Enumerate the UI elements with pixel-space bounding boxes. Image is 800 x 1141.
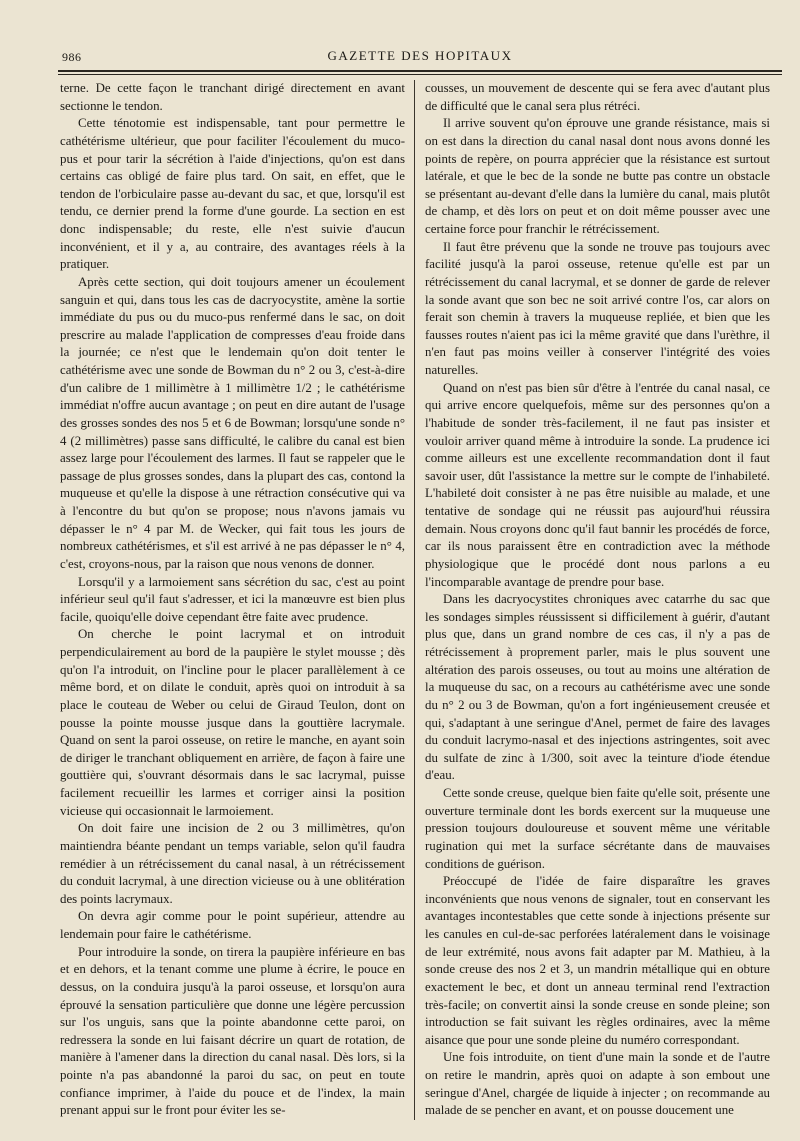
paragraph: Une fois introduite, on tient d'une main la sonde et de l'autre on retire le mandrin, après quoi on adapte à son embout une seringue d'Anel, chargée de liquide à injecter ; on recommande au malade de se pencher en avant, et on pousse doucement une	[425, 1050, 770, 1118]
paragraph: On doit faire une incision de 2 ou 3 millimètres, qu'on maintiendra béante pendant un temps variable, selon qu'il faudra remédier à un rétrécissement du canal nasal, à un rétrécissement du conduit lacrymal, à une direction vicieuse ou à une oblitération des points lacrymaux.	[60, 821, 405, 906]
paragraph: Cette sonde creuse, quelque bien faite qu'elle soit, présente une ouverture terminale dont les bords exercent sur la muqueuse une pression toujours douloureuse et souvent même une véritable rugination qui met la surface sécrétante dans de mauvaises conditions de guérison.	[425, 786, 770, 871]
paragraph: Cette ténotomie est indispensable, tant pour permettre le cathétérisme ultérieur, que pour faciliter l'écoulement du muco-pus et pour tarir la sécrétion à l'aide d'injections, qu'on est dans certains cas obligé de faire plus tard. On sait, en effet, que le tendon de l'orbiculaire passe au-devant du sac, et que, lorsqu'il est tendu, ce dernier prend la forme d'une gourde. La section en est donc indispensable; du reste, elle n'est suivie d'aucun inconvénient, et il y a, au contraire, des avantages réels à la pratiquer.	[60, 116, 405, 272]
header-rule	[58, 70, 782, 72]
paragraph: Lorsqu'il y a larmoiement sans sécrétion du sac, c'est au point inférieur seul qu'il faut s'adresser, et ici la manœuvre est bien plus facile, quoiqu'elle doive cependant être faite avec prudence.	[60, 574, 405, 624]
journal-title: GAZETTE DES HOPITAUX	[327, 48, 513, 63]
paragraph: Il faut être prévenu que la sonde ne trouve pas toujours avec facilité jusqu'à la paroi osseuse, retenue qu'elle est par un rétrécissement du canal lacrymal, et se donner de garde de relever la sonde avant que son bec ne soit arrivé contre l'os, car alors on ferait son chemin à travers la muqueuse repliée, et bien que les fausses routes n'aient pas ici la même gravité que dans l'urèthre, il n'en faut pas moins veiller à conserver l'intégrité des voies naturelles.	[425, 239, 770, 377]
left-column	[60, 80, 405, 1120]
header-rule-thin	[58, 74, 782, 75]
right-column	[425, 80, 770, 1120]
paragraph: Quand on n'est pas bien sûr d'être à l'entrée du canal nasal, ce qui arrive encore quelquefois, même sur des personnes qu'on a l'habitude de sonder très-facilement, il ne faut pas insister et vouloir arriver quand même à introduire la sonde. La prudence ici comme ailleurs est une excellente recommandation dont il faut savoir user, dût l'assistance la mettre sur le compte de l'inhabileté. L'habileté doit consister à ne pas être nuisible au malade, et une tentative de sondage qui ne réussit pas aujourd'hui réussira demain. Nous croyons donc qu'il faut bannir les procédés de force, car ils nous paraissent être en contradiction avec la méthode physiologique que le procédé dont nous parlons a eu l'incomparable avantage de prendre pour base.	[425, 380, 770, 589]
page-header	[58, 48, 782, 70]
column-divider	[414, 80, 415, 1120]
paragraph: Préoccupé de l'idée de faire disparaître les graves inconvénients que nous venons de signaler, tout en conservant les avantages incontestables que cette sonde à injections présente sur les canules en cul-de-sac perforées latéralement dans le voisinage de leur extrémité, nous avons fait adapter par M. Mathieu, à la sonde creuse des nos 2 et 3, un mandrin métallique qui en obture exactement le bec, et dont un anneau terminal rend l'extraction très-facile; on convertit ainsi la sonde creuse en sonde pleine; son introduction se fait suivant les règles ordinaires, avec la même aisance que pour une sonde pleine du numéro correspondant.	[425, 874, 770, 1047]
paragraph: On devra agir comme pour le point supérieur, attendre au lendemain pour faire le cathétérisme.	[60, 909, 405, 941]
paragraph: Dans les dacryocystites chroniques avec catarrhe du sac que les sondages simples réussissent si difficilement à guérir, d'autant plus que, dans un grand nombre de ces cas, il n'y a pas de rétrécissement à proprement parler, mais le plus souvent une altération des parois osseuses, ou tout au moins une altération de la muqueuse du sac, on a recours au cathétérisme avec une sonde du n° 2 ou 3 de Bowman, qu'on a fort ingénieusement creusée et qui, s'adaptant à une seringue d'Anel, permet de faire des lavages du conduit lacrymo-nasal et des injections astringentes, soit avec du sulfate de zinc à 1/300, soit avec la teinture d'iode étendue d'eau.	[425, 592, 770, 783]
paragraph: cousses, un mouvement de descente qui se fera avec d'autant plus de difficulté que le canal sera plus rétréci.	[425, 81, 770, 113]
page-number: 986	[62, 50, 82, 64]
paragraph: Il arrive souvent qu'on éprouve une grande résistance, mais si on est dans la direction du canal nasal dont nous avons donné les points de repère, on pourra apprécier que la résistance est surtout latérale, et que le bec de la sonde ne butte pas contre un obstacle se présentant au-devant d'elle dans la lumière du canal, mais plutôt de champ, et dès lors on peut et on doit même pousser avec une certaine force pour franchir le rétrécissement.	[425, 116, 770, 236]
paragraph: Après cette section, qui doit toujours amener un écoulement sanguin et qui, dans tous les cas de dacryocystite, amène la sortie immédiate du pus ou du muco-pus renfermé dans le sac, on doit prescrire au malade l'application de compresses d'eau froide dans la journée; ce n'est que le lendemain qu'on doit tenter le cathétérisme avec une sonde de Bowman du n° 2 ou 3, c'est-à-dire d'un calibre de 1 millimètre à 1 millimètre 1/2 ; le cathétérisme immédiat n'offre aucun avantage ; on peut en dire autant de l'usage des grosses sondes des nos 5 et 6 de Bowman; lorsqu'une sonde n° 4 (2 millimètres) passe sans difficulté, le calibre du canal est bien assez large pour l'écoulement des larmes. Il faut se rappeler que le passage de plus grosses sondes, dans la plupart des cas, contond la muqueuse et qu'elle la dispose à une rétraction consécutive qui va à l'encontre du but qu'on se propose; nous n'avons jamais vu dépasser le n° 4 par M. de Wecker, qui fait tous les jours de nombreux cathétérismes, et s'il est arrivé à ne pas dépasser le n° 4, c'est, croyons-nous, par la raison que nous venons de donner.	[60, 274, 405, 571]
paragraph: On cherche le point lacrymal et on introduit perpendiculairement au bord de la paupière le stylet mousse ; dès qu'on l'a introduit, on l'incline pour le placer parallèlement à ce même bord, et on dilate le conduit, après quoi on introduit à sa place le couteau de Weber ou celui de Giraud Teulon, dont on pousse la pointe mousse jusque dans la gouttière lacrymale. Quand on sent la paroi osseuse, on retire le manche, en ayant soin de diriger le tranchant obliquement en arrière, de façon à faire une gouttière qui, s'ouvrant désormais dans le sac lacrymal, puisse facilement recueillir les larmes et corriger ainsi la position vicieuse qui occasionnait le larmoiement.	[60, 627, 405, 818]
paragraph: terne. De cette façon le tranchant dirigé directement en avant sectionne le tendon.	[60, 81, 405, 113]
paragraph: Pour introduire la sonde, on tirera la paupière inférieure en bas et en dehors, et la tenant comme une plume à écrire, le pouce en dessus, on la conduira jusqu'à la paroi osseuse, et lorsqu'on aura éprouvé la sensation particulière que donne une légère percussion sur l'os unguis, sans que la pointe abandonne cette paroi, on redressera la sonde en lui faisant décrire un quart de rotation, de manière à l'amener dans la direction du canal nasal. Dès lors, si la pointe n'a pas abandonné la paroi du sac, on peut en toute confiance imprimer, à l'aide du pouce et de l'index, la main prenant appui sur le front pour éviter les se-	[60, 944, 405, 1118]
